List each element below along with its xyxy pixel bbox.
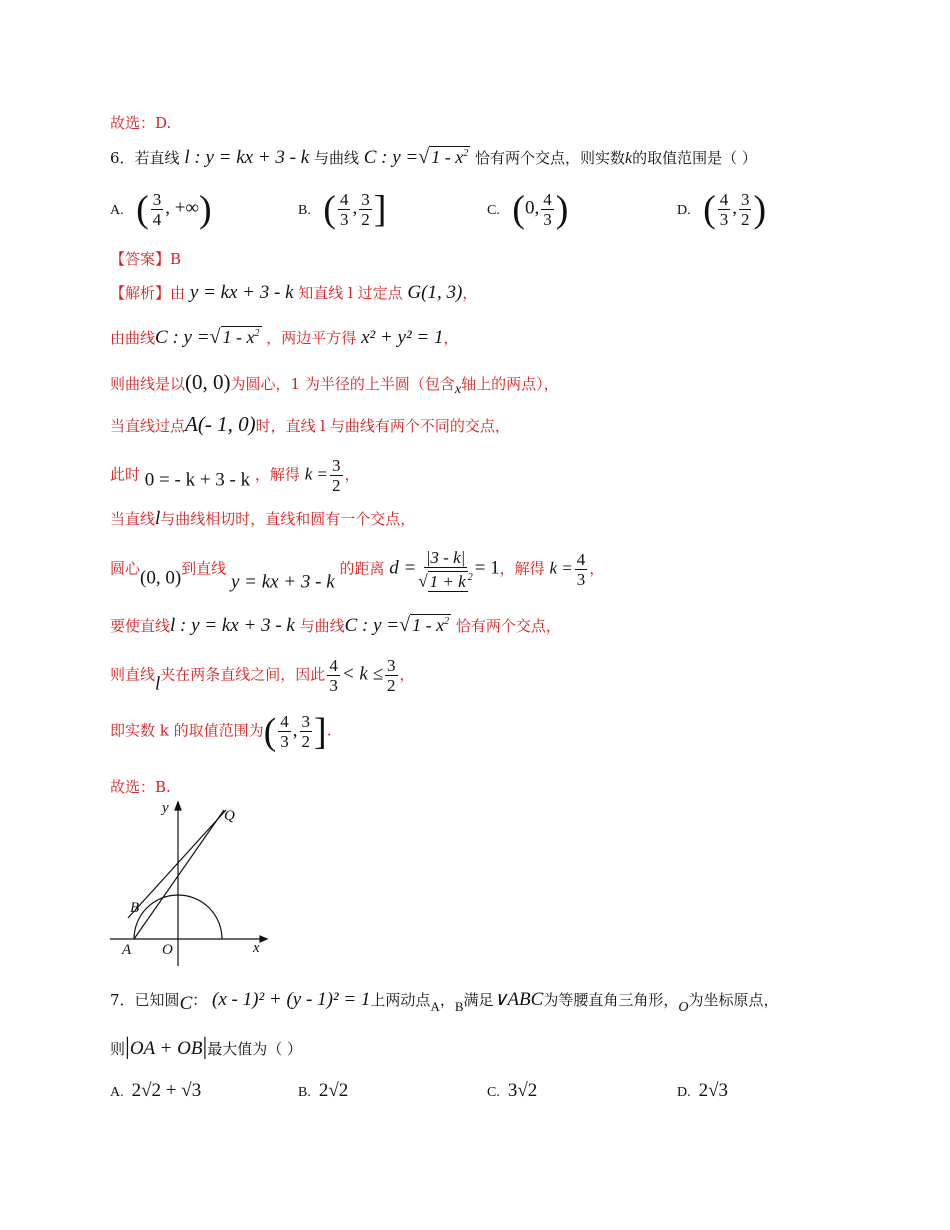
option-label: B. <box>298 202 311 218</box>
option-text: 3√2 <box>507 1080 538 1101</box>
math: < k ≤ <box>341 663 383 685</box>
q6-text: 的取值范围是（ ） <box>632 149 757 167</box>
q7-option-a[interactable] <box>110 1080 201 1102</box>
math: C : y = <box>344 615 400 636</box>
analysis-line-8: 要使直线l : y = kx + 3 - k 与曲线C : y =√ $1 - x^2$ 恰有两个交点， <box>110 614 561 636</box>
option-text: 2√2 <box>318 1080 349 1101</box>
analysis-line-7: 圆心(0, 0)到直线 y = kx + 3 - k 的距离 d = $\frac{|3 - k|}{√ 1 + k ^2}$ = 1，解得 k = $\frac{4}{3}$ ， <box>110 548 605 593</box>
q7-option-b[interactable] <box>298 1080 348 1102</box>
analysis-line-6: 当直线l与曲线相切时，直线和圆有一个交点， <box>110 508 416 529</box>
option-label: D. <box>677 202 691 218</box>
x-arrow <box>260 936 267 942</box>
q7-vector-sum: OA + OB <box>129 1038 203 1059</box>
q6-text: 与曲线 <box>313 149 359 167</box>
q6-option-a[interactable]: A. ( $\frac{3}{4}$ , +∞) <box>110 188 212 231</box>
math: y = kx + 3 - k <box>230 571 335 593</box>
q6-figure <box>100 796 280 976</box>
option-label: C. <box>487 202 500 218</box>
q6-answer <box>110 248 181 269</box>
y-arrow <box>175 802 181 810</box>
math: d = <box>389 557 417 579</box>
q6-var: k <box>625 150 633 167</box>
q6-text: 若直线 <box>134 149 180 167</box>
math: (0, 0) <box>185 370 231 394</box>
q6-text: 恰有两个交点，则实数 <box>475 149 626 167</box>
q7-option-c[interactable] <box>487 1080 537 1102</box>
math: C <box>179 993 193 1014</box>
q6-option-c[interactable]: C. (0, $\frac{4}{3}$ ) <box>487 188 569 231</box>
math: C : y = <box>155 327 210 348</box>
label-o: O <box>162 942 173 958</box>
analysis-line-10: 即实数 k 的取值范围为( $\frac{4}{3}$ , $\frac{3}{2}$ ]. <box>110 710 332 753</box>
q6-curve-radicand: $1 - x^2$ <box>431 147 469 167</box>
math: x <box>454 382 462 397</box>
q6-option-b[interactable]: B. ( $\frac{4}{3}$ , $\frac{3}{2}$ ] <box>298 188 387 231</box>
secant-line <box>134 810 224 939</box>
answer-value: B <box>170 250 182 268</box>
label-q: Q <box>224 808 235 824</box>
analysis-tag: 【解析】 <box>110 284 171 302</box>
math: y = kx + 3 - k <box>189 282 294 303</box>
option-label: C. <box>487 1085 500 1100</box>
tangent-line <box>128 810 226 918</box>
analysis-line-9: 则直线l夹在两条直线之间，因此 $\frac{4}{3}$ < k ≤ $\frac{3}{2}$ ， <box>110 656 415 695</box>
q7-stem: 7．已知圆C： (x - 1)² + (y - 1)² = 1上两动点A，B满足∨ABC为等腰直角三角形，O为坐标原点， <box>110 989 779 1015</box>
q7-circle-equation: (x - 1)² + (y - 1)² = 1 <box>212 989 371 1010</box>
analysis-line-2: 由曲线C : y =√ $1 - x^2$ ，两边平方得 x² + y² = 1， <box>110 326 459 348</box>
math: l <box>155 508 161 529</box>
q6-curve-lhs: C : y = <box>363 147 419 168</box>
analysis-line-1: 【解析】由 y = kx + 3 - k 知直线 l 过定点 G(1, 3)， <box>110 282 478 303</box>
option-label: A. <box>110 1085 124 1100</box>
math: ∨ABC <box>493 989 544 1010</box>
analysis-line-3: 则曲线是以(0, 0)为圆心，1 为半径的上半圆（包含x轴上的两点）， <box>110 370 559 397</box>
answer-tag: 【答案】 <box>110 250 171 268</box>
analysis-line-5: 此时 0 = - k + 3 - k ，解得 k = $\frac{3}{2}$ ， <box>110 456 360 495</box>
math: k = <box>304 464 328 484</box>
q6-stem <box>110 146 757 169</box>
math: (0, 0) <box>140 567 182 589</box>
label-b: B <box>130 900 140 916</box>
math: A(- 1, 0) <box>185 412 256 436</box>
previous-answer: 故选：D. <box>110 114 172 132</box>
label-a: A <box>122 942 132 958</box>
label-x: x <box>253 940 260 956</box>
math: = 1 <box>474 557 500 579</box>
label-y: y <box>162 800 169 816</box>
math: G(1, 3) <box>407 282 463 303</box>
q7-stem-2: 则|OA + OB|最大值为（ ） <box>110 1034 303 1060</box>
option-label: A. <box>110 202 124 218</box>
math: k = <box>549 558 573 578</box>
q6-line-equation: l : y = kx + 3 - k <box>184 147 310 168</box>
math: l <box>155 673 161 695</box>
option-text: 2√3 <box>698 1080 729 1101</box>
math: x² + y² = 1 <box>361 327 444 348</box>
option-label: D. <box>677 1085 691 1100</box>
q7-number: 7． <box>110 991 135 1009</box>
option-text: 2√2 + √3 <box>131 1080 202 1101</box>
analysis-line-4: 当直线过点A(- 1, 0)时，直线 l 与曲线有两个不同的交点， <box>110 412 510 436</box>
option-label: B. <box>298 1085 311 1100</box>
q7-option-d[interactable] <box>677 1080 728 1102</box>
sqrt-sign: √ <box>418 146 430 168</box>
analysis-conclusion: 故选：B. <box>110 778 171 796</box>
q6-number: 6． <box>110 149 135 167</box>
q6-option-d[interactable]: D. ( $\frac{4}{3}$ , $\frac{3}{2}$ ) <box>677 188 767 231</box>
math: l : y = kx + 3 - k <box>170 615 295 636</box>
math: 0 = - k + 3 - k <box>144 469 251 491</box>
